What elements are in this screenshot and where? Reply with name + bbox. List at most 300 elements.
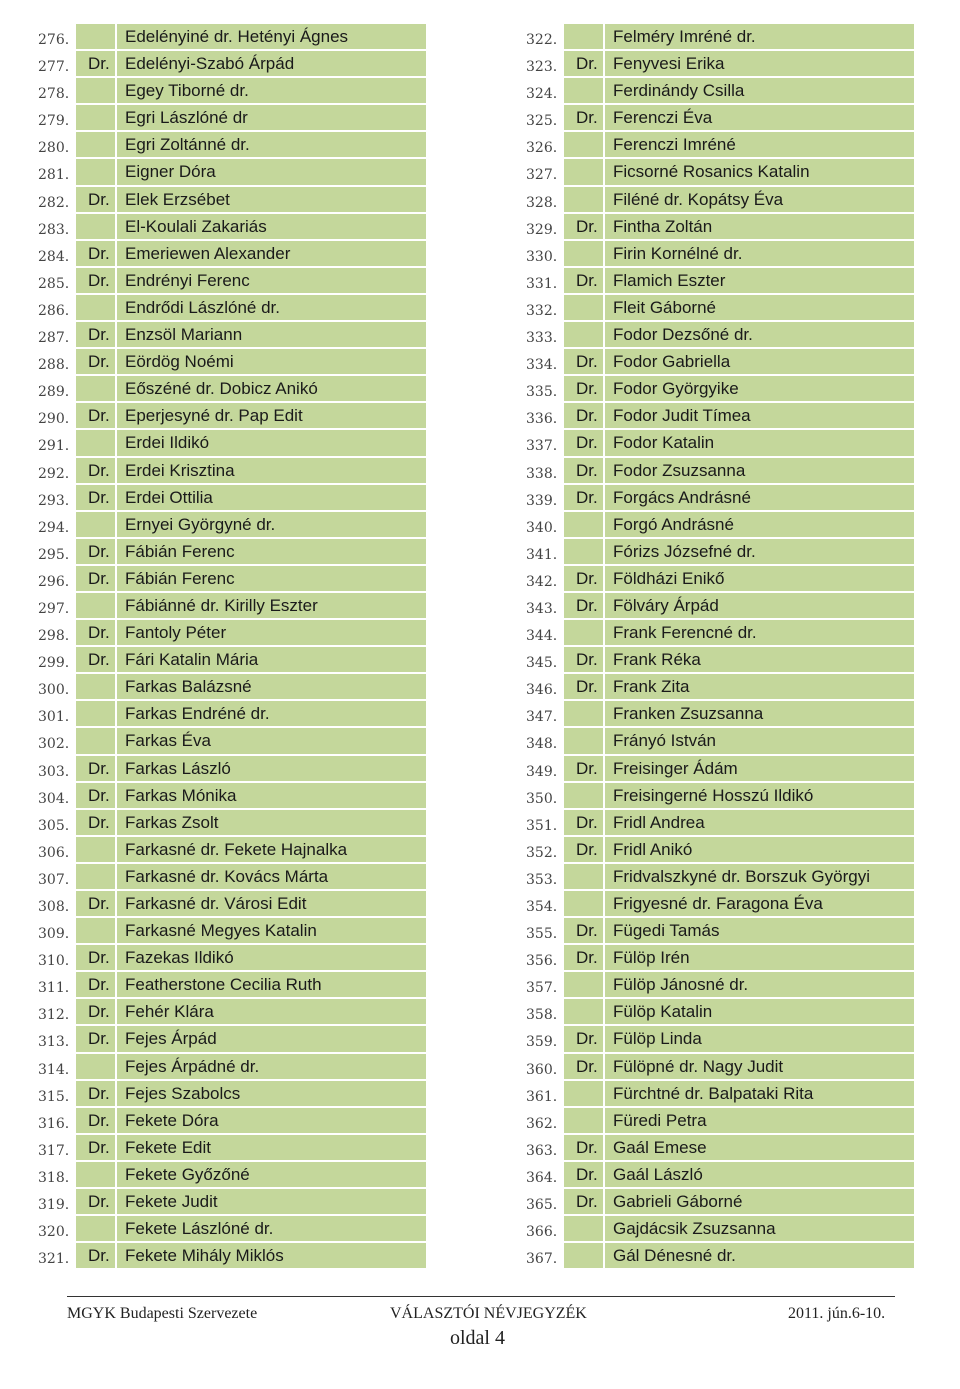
entry-title [76, 593, 115, 618]
entry-number: 308. [38, 899, 70, 915]
entry-title [76, 1216, 115, 1241]
entry-name: Firin Kornélné dr. [605, 241, 914, 266]
entry-number: 288. [38, 357, 70, 374]
entry-title [564, 1216, 603, 1241]
entry-title [564, 999, 603, 1024]
entry-name: Farkas Éva [117, 728, 426, 753]
entry-name: Featherstone Cecilia Ruth [117, 972, 426, 997]
entry-name: Forgó Andrásné [605, 512, 914, 537]
list-item [518, 1188, 914, 1215]
entry-title [564, 322, 603, 347]
list-item [30, 863, 426, 890]
entry-title: Dr. [76, 241, 115, 266]
entry-name: Fantoly Péter [117, 620, 426, 645]
entry-title: Dr. [564, 268, 603, 293]
entry-name: Fejes Szabolcs [117, 1081, 426, 1106]
entry-title [76, 24, 115, 49]
entry-title [564, 1108, 603, 1133]
entry-number: 336. [526, 411, 558, 428]
entry-name: Frank Réka [605, 647, 914, 672]
list-item [30, 213, 426, 240]
list-item [30, 944, 426, 971]
list-item [518, 213, 914, 240]
entry-title: Dr. [564, 105, 603, 130]
list-item [518, 104, 914, 131]
entry-title: Dr. [76, 1108, 115, 1133]
entry-name: Fodor Katalin [605, 430, 914, 455]
entry-title: Dr. [76, 1243, 115, 1268]
list-item [30, 727, 426, 754]
entry-number: 317. [38, 1142, 70, 1159]
entry-title: Dr. [76, 1189, 115, 1214]
entry-number: 361. [526, 1088, 558, 1105]
entry-name: Ferenczi Éva [605, 105, 914, 130]
entry-title: Dr. [564, 1162, 603, 1187]
entry-title [76, 837, 115, 862]
entry-title: Dr. [564, 1189, 603, 1214]
entry-title [564, 78, 603, 103]
list-item [518, 944, 914, 971]
entry-name: Fekete Lászlóné dr. [117, 1216, 426, 1241]
list-item [518, 240, 914, 267]
entry-number: 315. [38, 1088, 70, 1105]
list-item [518, 809, 914, 836]
entry-title [76, 295, 115, 320]
entry-name: Fejes Árpád [117, 1026, 426, 1051]
entry-name: Endrényi Ferenc [117, 268, 426, 293]
list-item [30, 998, 426, 1025]
entry-number: 297. [38, 600, 70, 617]
entry-name: Fekete Dóra [117, 1108, 426, 1133]
entry-number: 327. [526, 167, 558, 184]
list-item [518, 294, 914, 321]
entry-name: Eperjesyné dr. Pap Edit [117, 403, 426, 428]
entry-title: Dr. [564, 349, 603, 374]
entry-title: Dr. [564, 593, 603, 618]
list-item [518, 863, 914, 890]
list-item [518, 348, 914, 375]
entry-title: Dr. [76, 1081, 115, 1106]
entry-number: 341. [526, 546, 558, 563]
entry-name: Fridvalszkyné dr. Borszuk Györgyi [605, 864, 914, 889]
list-item [518, 1161, 914, 1188]
entry-number: 354. [526, 899, 558, 915]
list-item [30, 782, 426, 809]
entry-name: Eőszéné dr. Dobicz Anikó [117, 376, 426, 401]
entry-name: Endrődi Lászlóné dr. [117, 295, 426, 320]
entry-name: Gaál László [605, 1162, 914, 1187]
entry-number: 328. [526, 194, 558, 211]
entry-title [76, 701, 115, 726]
list-item [30, 158, 426, 185]
entry-number: 301. [38, 709, 70, 726]
list-item [518, 646, 914, 673]
entry-title [76, 918, 115, 943]
list-item [30, 1188, 426, 1215]
entry-title: Dr. [76, 485, 115, 510]
entry-title: Dr. [564, 1135, 603, 1160]
entry-title: Dr. [76, 1135, 115, 1160]
entry-number: 363. [526, 1142, 558, 1159]
list-item [30, 673, 426, 700]
list-item [518, 592, 914, 619]
list-item [30, 917, 426, 944]
list-item [30, 50, 426, 77]
entry-title: Dr. [564, 458, 603, 483]
entry-number: 362. [526, 1115, 558, 1132]
list-item [518, 50, 914, 77]
list-item [518, 700, 914, 727]
entry-name: Fülöp Irén [605, 945, 914, 970]
entry-number: 340. [526, 519, 558, 536]
list-item [30, 1134, 426, 1161]
entry-number: 352. [526, 844, 558, 861]
entry-title: Dr. [564, 403, 603, 428]
entry-name: Gál Dénesné dr. [605, 1243, 914, 1268]
entry-title: Dr. [564, 810, 603, 835]
list-item [518, 538, 914, 565]
entry-name: Freisingerné Hosszú Ildikó [605, 783, 914, 808]
entry-title: Dr. [564, 837, 603, 862]
list-item [30, 565, 426, 592]
entry-title [564, 1081, 603, 1106]
list-item [30, 186, 426, 213]
list-item [518, 565, 914, 592]
entry-title [76, 674, 115, 699]
entry-title: Dr. [564, 918, 603, 943]
entry-number: 314. [38, 1061, 70, 1078]
entry-title [76, 214, 115, 239]
list-item [518, 1107, 914, 1134]
entry-number: 300. [38, 682, 70, 699]
list-item [518, 727, 914, 754]
entry-title [76, 159, 115, 184]
list-item [30, 700, 426, 727]
entry-name: Fülöp Katalin [605, 999, 914, 1024]
list-item [30, 375, 426, 402]
entry-name: Fridl Andrea [605, 810, 914, 835]
entry-number: 283. [38, 221, 70, 238]
entry-name: Fekete Judit [117, 1189, 426, 1214]
entry-title: Dr. [564, 647, 603, 672]
list-item [518, 1053, 914, 1080]
entry-title [76, 728, 115, 753]
entry-number: 316. [38, 1115, 70, 1132]
entry-number: 281. [38, 167, 70, 184]
entry-name: Emeriewen Alexander [117, 241, 426, 266]
list-item [518, 402, 914, 429]
entry-name: Fodor Györgyike [605, 376, 914, 401]
entry-title: Dr. [76, 945, 115, 970]
entry-number: 295. [38, 546, 70, 563]
entry-title [564, 539, 603, 564]
entry-title: Dr. [564, 756, 603, 781]
entry-number: 349. [526, 763, 558, 780]
list-item [30, 457, 426, 484]
entry-name: Ferenczi Imréné [605, 132, 914, 157]
entry-title: Dr. [564, 674, 603, 699]
entry-name: Fölváry Árpád [605, 593, 914, 618]
entry-number: 276. [38, 32, 70, 48]
list-item [30, 755, 426, 782]
entry-number: 309. [38, 926, 70, 943]
list-item [30, 1053, 426, 1080]
footer-organization: MGYK Budapesti Szervezete [67, 1305, 258, 1322]
entry-number: 326. [526, 140, 558, 157]
entry-number: 287. [38, 330, 70, 347]
entry-name: Erdei Ildikó [117, 430, 426, 455]
entry-title [564, 159, 603, 184]
list-item [30, 321, 426, 348]
list-item [30, 131, 426, 158]
list-item [518, 1025, 914, 1052]
entry-name: Ernyei Györgyné dr. [117, 512, 426, 537]
footer-date: 2011. jún.6-10. [788, 1305, 886, 1322]
entry-title: Dr. [564, 1026, 603, 1051]
list-item [518, 457, 914, 484]
entry-number: 358. [526, 1007, 558, 1024]
entry-name: Franken Zsuzsanna [605, 701, 914, 726]
entry-name: Fridl Anikó [605, 837, 914, 862]
entry-title [564, 620, 603, 645]
entry-number: 364. [526, 1169, 558, 1186]
entry-name: Fülöp Linda [605, 1026, 914, 1051]
entry-name: Flamich Eszter [605, 268, 914, 293]
entry-name: Egri Lászlóné dr [117, 105, 426, 130]
list-item [30, 348, 426, 375]
entry-title [564, 701, 603, 726]
entry-number: 305. [38, 817, 70, 834]
entry-name: Fekete Mihály Miklós [117, 1243, 426, 1268]
entry-number: 311. [38, 980, 70, 997]
entry-title [564, 1243, 603, 1268]
entry-name: El-Koulali Zakariás [117, 214, 426, 239]
list-item [30, 1107, 426, 1134]
entry-number: 332. [526, 302, 558, 319]
entry-title: Dr. [76, 1026, 115, 1051]
entry-number: 285. [38, 275, 70, 292]
entry-name: Gaál Emese [605, 1135, 914, 1160]
list-item [518, 158, 914, 185]
entry-name: Egri Zoltánné dr. [117, 132, 426, 157]
entry-title [564, 864, 603, 889]
entry-number: 345. [526, 655, 558, 672]
list-item [30, 809, 426, 836]
entry-number: 319. [38, 1197, 70, 1214]
entry-name: Filéné dr. Kopátsy Éva [605, 187, 914, 212]
list-item [30, 23, 426, 50]
entry-number: 282. [38, 194, 70, 211]
entry-name: Fejes Árpádné dr. [117, 1054, 426, 1079]
entry-number: 298. [38, 628, 70, 645]
entry-title: Dr. [76, 187, 115, 212]
entry-title: Dr. [76, 647, 115, 672]
entry-title: Dr. [76, 403, 115, 428]
entry-number: 365. [526, 1197, 558, 1214]
entry-name: Eigner Dóra [117, 159, 426, 184]
entry-name: Farkas László [117, 756, 426, 781]
entry-number: 359. [526, 1034, 558, 1051]
list-item [518, 890, 914, 917]
entry-title [76, 864, 115, 889]
entry-number: 346. [526, 682, 558, 699]
entry-number: 347. [526, 709, 558, 726]
entry-title [76, 1054, 115, 1079]
entry-number: 356. [526, 953, 558, 970]
entry-name: Elek Erzsébet [117, 187, 426, 212]
entry-name: Fülöp Jánosné dr. [605, 972, 914, 997]
list-item [518, 755, 914, 782]
entry-title [76, 512, 115, 537]
left-column [30, 23, 426, 1269]
entry-title: Dr. [564, 430, 603, 455]
entry-title: Dr. [76, 322, 115, 347]
list-item [518, 782, 914, 809]
entry-name: Farkas Balázsné [117, 674, 426, 699]
entry-title: Dr. [76, 268, 115, 293]
entry-name: Forgács Andrásné [605, 485, 914, 510]
entry-name: Gajdácsik Zsuzsanna [605, 1216, 914, 1241]
footer-rule [67, 1296, 895, 1297]
list-item [30, 890, 426, 917]
entry-number: 290. [38, 411, 70, 428]
entry-title [564, 783, 603, 808]
entry-name: Fórizs Józsefné dr. [605, 539, 914, 564]
entry-name: Farkasné dr. Fekete Hajnalka [117, 837, 426, 862]
entry-number: 337. [526, 438, 558, 455]
entry-number: 320. [38, 1224, 70, 1241]
entry-name: Frigyesné dr. Faragona Éva [605, 891, 914, 916]
entry-number: 350. [526, 790, 558, 807]
entry-name: Ficsorné Rosanics Katalin [605, 159, 914, 184]
entry-number: 357. [526, 980, 558, 997]
list-item [518, 1134, 914, 1161]
entry-name: Farkasné dr. Városi Edit [117, 891, 426, 916]
list-item [518, 511, 914, 538]
entry-name: Fári Katalin Mária [117, 647, 426, 672]
entry-name: Erdei Krisztina [117, 458, 426, 483]
entry-title: Dr. [564, 1054, 603, 1079]
list-item [518, 1215, 914, 1242]
entry-name: Farkasné Megyes Katalin [117, 918, 426, 943]
entry-title: Dr. [564, 945, 603, 970]
list-item [518, 1242, 914, 1269]
entry-number: 348. [526, 736, 558, 753]
entry-name: Farkas Endréné dr. [117, 701, 426, 726]
entry-title: Dr. [76, 756, 115, 781]
entry-number: 339. [526, 492, 558, 509]
entry-number: 279. [38, 113, 70, 130]
entry-number: 304. [38, 790, 70, 807]
entry-title: Dr. [76, 783, 115, 808]
list-item [518, 619, 914, 646]
entry-title [76, 1162, 115, 1187]
entry-number: 325. [526, 113, 558, 130]
right-column [518, 23, 914, 1269]
entry-number: 291. [38, 438, 70, 455]
entry-title: Dr. [564, 566, 603, 591]
list-item [30, 1215, 426, 1242]
entry-number: 313. [38, 1034, 70, 1051]
list-item [518, 1080, 914, 1107]
entry-number: 330. [526, 248, 558, 265]
list-item [30, 402, 426, 429]
entry-name: Edelényiné dr. Hetényi Ágnes [117, 24, 426, 49]
entry-title [564, 295, 603, 320]
list-item [30, 511, 426, 538]
entry-name: Frank Ferencné dr. [605, 620, 914, 645]
entry-number: 355. [526, 926, 558, 943]
entry-number: 303. [38, 763, 70, 780]
entry-name: Farkasné dr. Kovács Márta [117, 864, 426, 889]
entry-name: Fodor Dezsőné dr. [605, 322, 914, 347]
entry-title: Dr. [76, 891, 115, 916]
entry-name: Edelényi-Szabó Árpád [117, 51, 426, 76]
list-item [518, 484, 914, 511]
entry-title: Dr. [76, 349, 115, 374]
entry-name: Freisinger Ádám [605, 756, 914, 781]
entry-name: Fürchtné dr. Balpataki Rita [605, 1081, 914, 1106]
entry-title: Dr. [564, 485, 603, 510]
list-item [518, 673, 914, 700]
list-item [518, 321, 914, 348]
list-item [30, 267, 426, 294]
entry-name: Fábiánné dr. Kirilly Eszter [117, 593, 426, 618]
entry-name: Gabrieli Gáborné [605, 1189, 914, 1214]
entry-number: 302. [38, 736, 70, 753]
entry-name: Fábián Ferenc [117, 566, 426, 591]
entry-number: 324. [526, 86, 558, 103]
entry-name: Földházi Enikő [605, 566, 914, 591]
entry-title: Dr. [76, 620, 115, 645]
entry-name: Fintha Zoltán [605, 214, 914, 239]
entry-name: Ferdinándy Csilla [605, 78, 914, 103]
entry-title: Dr. [76, 51, 115, 76]
entry-name: Farkas Zsolt [117, 810, 426, 835]
entry-name: Fodor Judit Tímea [605, 403, 914, 428]
entry-name: Fazekas Ildikó [117, 945, 426, 970]
entry-number: 312. [38, 1007, 70, 1024]
entry-number: 286. [38, 302, 70, 319]
entry-number: 323. [526, 59, 558, 76]
entry-title: Dr. [76, 810, 115, 835]
entry-title [564, 24, 603, 49]
entry-title [564, 728, 603, 753]
entry-title: Dr. [76, 972, 115, 997]
entry-name: Felméry Imréné dr. [605, 24, 914, 49]
entry-title [564, 512, 603, 537]
list-item [30, 619, 426, 646]
list-item [30, 1080, 426, 1107]
entry-title: Dr. [564, 214, 603, 239]
entry-number: 366. [526, 1224, 558, 1241]
list-item [30, 294, 426, 321]
entry-title: Dr. [76, 999, 115, 1024]
page-number: oldal 4 [450, 1327, 505, 1349]
list-item [518, 836, 914, 863]
entry-name: Fábián Ferenc [117, 539, 426, 564]
list-item [30, 1025, 426, 1052]
entry-number: 333. [526, 330, 558, 347]
entry-number: 293. [38, 492, 70, 509]
entry-name: Fodor Zsuzsanna [605, 458, 914, 483]
entry-number: 335. [526, 384, 558, 401]
entry-title [76, 376, 115, 401]
entry-title [564, 972, 603, 997]
entry-number: 307. [38, 871, 70, 888]
entry-title: Dr. [76, 458, 115, 483]
entry-title [76, 430, 115, 455]
